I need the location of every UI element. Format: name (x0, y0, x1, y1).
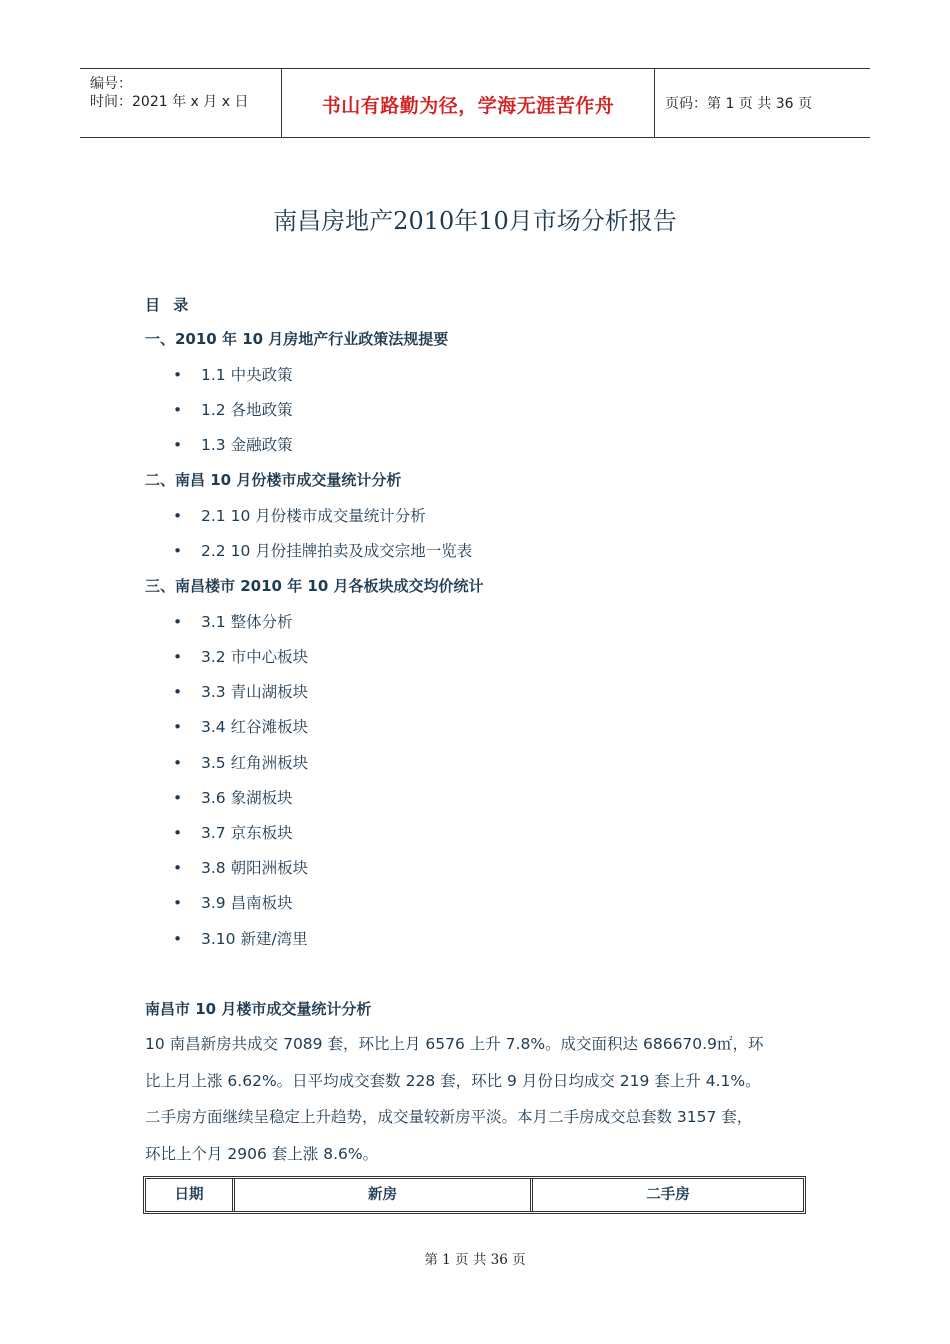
paragraph-line: 比上月上涨 6.62%。日平均成交套数 228 套，环比 9 月份日均成交 219 套上升 4.1%。 (145, 1072, 761, 1090)
paragraph-line: 环比上个月 2906 套上涨 8.6%。 (145, 1145, 379, 1163)
toc-item: • 1.3 金融政策 (173, 436, 293, 454)
bullet-icon: • (173, 613, 183, 631)
bullet-icon: • (173, 648, 183, 666)
paragraph-line: 二手房方面继续呈稳定上升趋势，成交量较新房平淡。本月二手房成交总套数 3157 套， (145, 1108, 753, 1126)
toc-item: • 3.6 象湖板块 (173, 789, 293, 807)
toc-item: • 3.2 市中心板块 (173, 648, 309, 666)
header-motto: 书山有路勤为径，学海无涯苦作舟 (321, 95, 615, 117)
bullet-icon: • (173, 401, 183, 419)
toc-item: • 3.7 京东板块 (173, 824, 293, 842)
bullet-icon: • (173, 789, 183, 807)
section-heading: 南昌市 10 月楼市成交量统计分析 (145, 1000, 372, 1018)
bullet-icon: • (173, 683, 183, 701)
paragraph-line: 10 南昌新房共成交 7089 套，环比上月 6576 上升 7.8%。成交面积达 686670.9㎡，环 (145, 1035, 764, 1053)
toc-item: • 2.1 10 月份楼市成交量统计分析 (173, 507, 426, 525)
document-number-label: 编号： (90, 76, 132, 92)
toc-item: • 2.2 10 月份挂牌拍卖及成交宗地一览表 (173, 542, 473, 560)
header-motto-cell (281, 69, 655, 137)
bullet-icon: • (173, 859, 183, 877)
bullet-icon: • (173, 894, 183, 912)
header-meta-cell (80, 69, 281, 137)
header-page-number: 页码：第 1 页 共 36 页 (665, 96, 812, 112)
toc-item: • 3.1 整体分析 (173, 613, 293, 631)
toc-item: • 3.5 红角洲板块 (173, 754, 309, 772)
toc-item: • 1.1 中央政策 (173, 366, 293, 384)
toc-item: • 3.10 新建/湾里 (173, 930, 308, 948)
header-page-cell (655, 69, 870, 137)
toc-section-2: 二、南昌 10 月份楼市成交量统计分析 (145, 471, 402, 489)
bullet-icon: • (173, 718, 183, 736)
page-footer: 第 1 页 共 36 页 (424, 1252, 526, 1268)
toc-item: • 3.8 朝阳洲板块 (173, 859, 309, 877)
bullet-icon: • (173, 436, 183, 454)
bullet-icon: • (173, 930, 183, 948)
table-header-new-house: 新房 (232, 1179, 530, 1211)
bullet-icon: • (173, 824, 183, 842)
bullet-icon: • (173, 542, 183, 560)
page-header (80, 68, 870, 138)
bullet-icon: • (173, 754, 183, 772)
transaction-table (143, 1176, 806, 1214)
toc-heading: 目 录 (145, 296, 193, 314)
toc-item: • 3.3 青山湖板块 (173, 683, 309, 701)
toc-item: • 1.2 各地政策 (173, 401, 293, 419)
document-time-label: 时间：2021 年 x 月 x 日 (90, 94, 249, 110)
toc-section-3: 三、南昌楼市 2010 年 10 月各板块成交均价统计 (145, 577, 484, 595)
toc-section-1: 一、2010 年 10 月房地产行业政策法规提要 (145, 330, 449, 348)
document-title: 南昌房地产2010年10月市场分析报告 (273, 207, 677, 235)
table-header-date: 日期 (174, 1187, 204, 1203)
bullet-icon: • (173, 366, 183, 384)
toc-item: • 3.9 昌南板块 (173, 894, 293, 912)
bullet-icon: • (173, 507, 183, 525)
table-header-second-hand: 二手房 (530, 1179, 803, 1211)
toc-item: • 3.4 红谷滩板块 (173, 718, 309, 736)
